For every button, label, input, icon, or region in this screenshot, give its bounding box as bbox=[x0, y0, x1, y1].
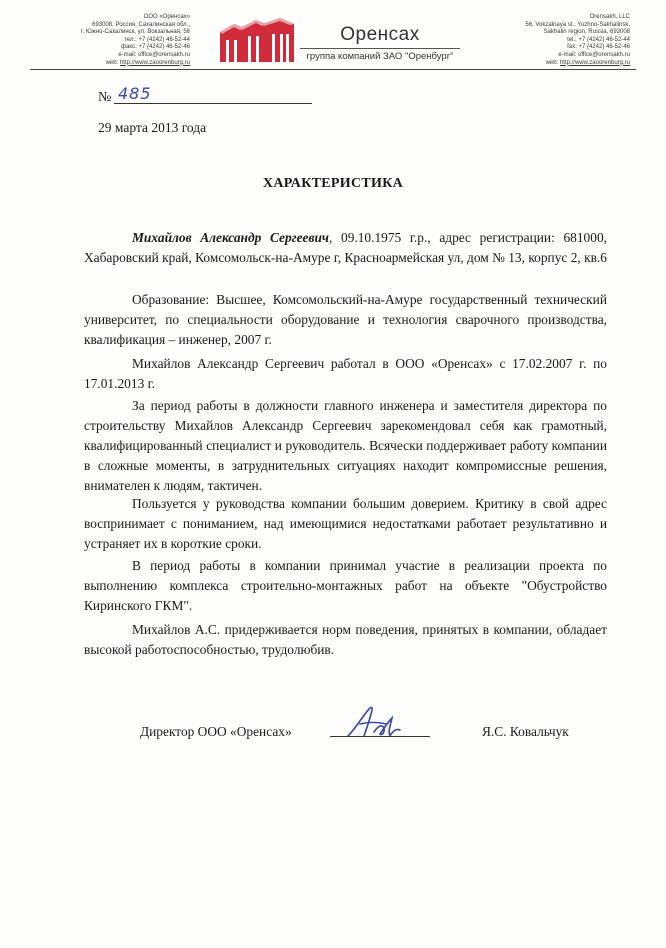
letterhead-right-line: Sakhalin region, Russia, 693008 bbox=[543, 29, 630, 36]
letterhead-left-line: 693008, Россия, Сахалинская обл., bbox=[92, 21, 190, 28]
brand-name: Оренсах bbox=[340, 24, 420, 45]
document-title: ХАРАКТЕРИСТИКА bbox=[262, 176, 404, 191]
website-link[interactable]: http://www.zaoorenburg.ru bbox=[119, 59, 190, 66]
brand-subtitle: группа компаний ЗАО "Оренбург" bbox=[300, 48, 460, 63]
company-logo bbox=[220, 18, 300, 62]
employee-name: Михайлов Александр Сергеевич bbox=[132, 230, 329, 245]
signatory-position: Директор ООО «Оренсах» bbox=[140, 724, 292, 739]
handwritten-signature bbox=[330, 700, 430, 744]
letterhead-left-line: г. Южно-Сахалинск, ул. Вокзальная, 56 bbox=[80, 29, 190, 36]
number-value: 485 bbox=[118, 84, 152, 103]
web-label: web: bbox=[545, 59, 559, 66]
letterhead-right-web bbox=[470, 60, 630, 68]
letterhead-right-line: e-mail: office@orensakh.ru bbox=[558, 51, 630, 58]
paragraph-conduct: Михайлов А.С. придерживается норм поведения, принятых в компании, обладает высокой работоспособностью, трудолюбив. bbox=[84, 622, 607, 657]
personal-info-text: , 09.10.1975 г.р., адрес регистрации: 681000, Хабаровский край, Комсомольск-на-Амуре г, Красноармейская ул, дом № 13, корпус 2, кв.6 bbox=[84, 230, 607, 265]
document-date: 29 марта 2013 года bbox=[98, 120, 207, 135]
paragraph-projects: В период работы в компании принимал участие в реализации проекта по выполнению комплекса строительно-монтажных работ на объекте "Обустройство Киринского ГКМ". bbox=[84, 558, 607, 613]
paragraph-education: Образование: Высшее, Комсомольский-на-Амуре государственный технический университет, по специальности оборудование и технология сварочного производства, квалификация – инженер, 2007 г. bbox=[84, 292, 607, 347]
letterhead-left-web bbox=[30, 60, 190, 68]
letterhead-right-line: Orensakh, LLC bbox=[589, 14, 630, 20]
paragraph-performance: За период работы в должности главного инженера и заместителя директора по строительству Михайлов Александр Сергеевич зарекомендовал себя как грамотный, квалифицированный специалист и руководитель. Всячески поддерживает работу компании в сложные моменты, в затруднительных ситуациях находит компромиссные решения, внимателен к людям, тактичен. bbox=[84, 398, 607, 493]
signature-line bbox=[330, 736, 430, 737]
signatory-name: Я.С. Ковальчук bbox=[482, 724, 569, 739]
paragraph-personal-info bbox=[84, 228, 607, 268]
letterhead-right-line: fax: +7 (4242) 46-52-46 bbox=[567, 44, 630, 51]
letterhead-left-line: факс: +7 (4242) 46-52-46 bbox=[121, 44, 190, 51]
web-label: web: bbox=[105, 59, 119, 66]
number-sign: № bbox=[98, 90, 112, 105]
letterhead-right-contacts bbox=[470, 14, 630, 67]
letterhead-left-line: ООО «Оренсах» bbox=[143, 14, 190, 20]
letterhead-left-contacts bbox=[30, 14, 190, 67]
paragraph-employment-period: Михайлов Александр Сергеевич работал в ООО «Оренсах» с 17.02.2007 г. по 17.01.2013 г. bbox=[84, 356, 607, 391]
letterhead-left-line: e-mail: office@orensakh.ru bbox=[118, 51, 190, 58]
letterhead-right-line: tel.: +7 (4242) 46-52-44 bbox=[567, 36, 630, 43]
letterhead-left-line: тел.: +7 (4242) 46-52-44 bbox=[124, 36, 190, 43]
website-link[interactable]: http://www.zaoorenburg.ru bbox=[559, 59, 630, 66]
brand-block bbox=[300, 24, 460, 63]
paragraph-trust: Пользуется у руководства компании большим доверием. Критику в свой адрес воспринимает с пониманием, над имеющимися недостатками работает результативно и устраняет их в короткие сроки. bbox=[84, 496, 607, 551]
number-underline bbox=[114, 103, 312, 104]
letterhead-divider bbox=[30, 69, 636, 70]
letterhead-right-line: 56, Vokzalnaya st., Yuzhno-Sakhalinsk, bbox=[525, 21, 630, 28]
